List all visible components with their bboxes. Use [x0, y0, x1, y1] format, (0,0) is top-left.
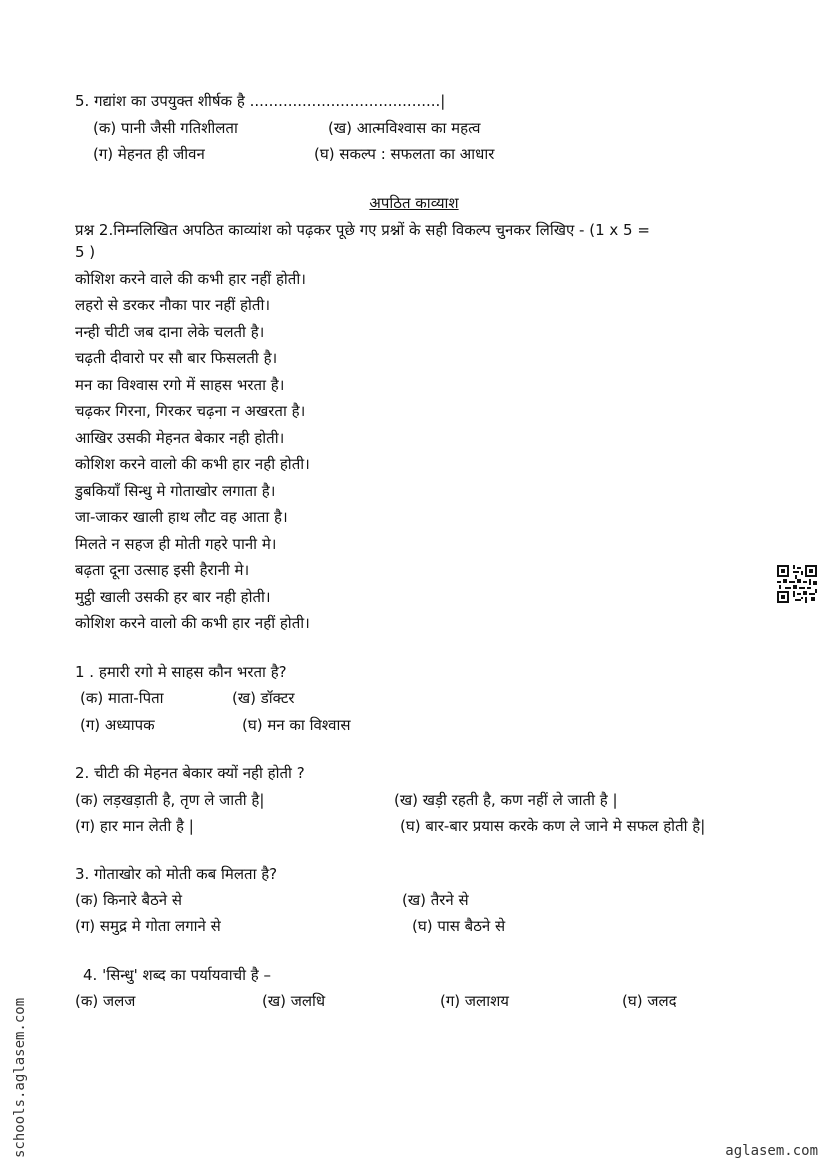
q5-option-a: (क) पानी जैसी गतिशीलता — [93, 119, 238, 137]
poem-line: कोशिश करने वाले की कभी हार नहीं होती। — [75, 270, 306, 288]
poem-line: बढ़ता दूना उत्साह इसी हैरानी मे। — [75, 561, 250, 579]
q2-option-b: (ख) खड़ी रहती है, कण नहीं ले जाती है | — [394, 791, 618, 809]
q3-option-c: (ग) समुद्र मे गोता लगाने से — [75, 917, 221, 935]
q5-option-b: (ख) आत्मविश्वास का महत्व — [328, 119, 481, 137]
poem-line: डुबकियाँ सिन्धु मे गोताखोर लगाता है। — [75, 482, 276, 500]
poem-line: मन का विश्वास रगो में साहस भरता है। — [75, 376, 285, 394]
poem-line: मिलते न सहज ही मोती गहरे पानी मे। — [75, 535, 277, 553]
question-3: 3. गोताखोर को मोती कब मिलता है? — [75, 865, 278, 883]
instruction-line-2: 5 ) — [75, 243, 96, 261]
q4-option-d: (घ) जलद — [622, 992, 677, 1010]
poem-line: चढ़कर गिरना, गिरकर चढ़ना न अखरता है। — [75, 402, 306, 420]
q1-option-b: (ख) डॉक्टर — [232, 689, 295, 707]
poem-line: कोशिश करने वालो की कभी हार नही होती। — [75, 455, 310, 473]
poem-line: लहरो से डरकर नौका पार नहीं होती। — [75, 296, 271, 314]
instruction-line-1: प्रश्न 2.निम्नलिखित अपठित काव्यांश को पढ़कर पूछे गए प्रश्नों के सही विकल्प चुनकर लिखिए - (1 x 5 = — [75, 221, 650, 239]
poem-line: चढ़ती दीवारो पर सौ बार फिसलती है। — [75, 349, 278, 367]
q5-question: 5. गद्यांश का उपयुक्त शीर्षक है ........................................| — [75, 92, 446, 110]
q5-option-d: (घ) सकल्प : सफलता का आधार — [314, 145, 495, 163]
q2-option-d: (घ) बार-बार प्रयास करके कण ले जाने मे सफल होती है| — [400, 817, 706, 835]
qr-code-icon — [777, 565, 817, 603]
question-4: 4. 'सिन्धु' शब्द का पर्यायवाची है – — [83, 966, 272, 984]
q3-option-b: (ख) तैरने से — [402, 891, 469, 909]
q2-option-a: (क) लड़खड़ाती है, तृण ले जाती है| — [75, 791, 265, 809]
section-title: अपठित काव्याश — [369, 194, 459, 212]
poem-line: आखिर उसकी मेहनत बेकार नही होती। — [75, 429, 285, 447]
side-watermark: schools.aglasem.com — [12, 997, 28, 1158]
q3-option-a: (क) किनारे बैठने से — [75, 891, 183, 909]
question-2: 2. चीटी की मेहनत बेकार क्यों नही होती ? — [75, 764, 305, 782]
poem-line: मुट्ठी खाली उसकी हर बार नही होती। — [75, 588, 271, 606]
question-1: 1 . हमारी रगो मे साहस कौन भरता है? — [75, 663, 287, 681]
poem-line: नन्ही चीटी जब दाना लेके चलती है। — [75, 323, 265, 341]
poem-line: जा-जाकर खाली हाथ लौट वह आता है। — [75, 508, 288, 526]
poem-line: कोशिश करने वालो की कभी हार नहीं होती। — [75, 614, 310, 632]
q4-option-c: (ग) जलाशय — [440, 992, 510, 1010]
q5-option-c: (ग) मेहनत ही जीवन — [93, 145, 205, 163]
q4-option-a: (क) जलज — [75, 992, 136, 1010]
footer-watermark: aglasem.com — [725, 1143, 818, 1159]
q4-option-b: (ख) जलधि — [262, 992, 326, 1010]
q2-option-c: (ग) हार मान लेती है | — [75, 817, 194, 835]
q1-option-d: (घ) मन का विश्वास — [242, 716, 351, 734]
q1-option-a: (क) माता-पिता — [80, 689, 164, 707]
q3-option-d: (घ) पास बैठने से — [412, 917, 506, 935]
q1-option-c: (ग) अध्यापक — [80, 716, 155, 734]
